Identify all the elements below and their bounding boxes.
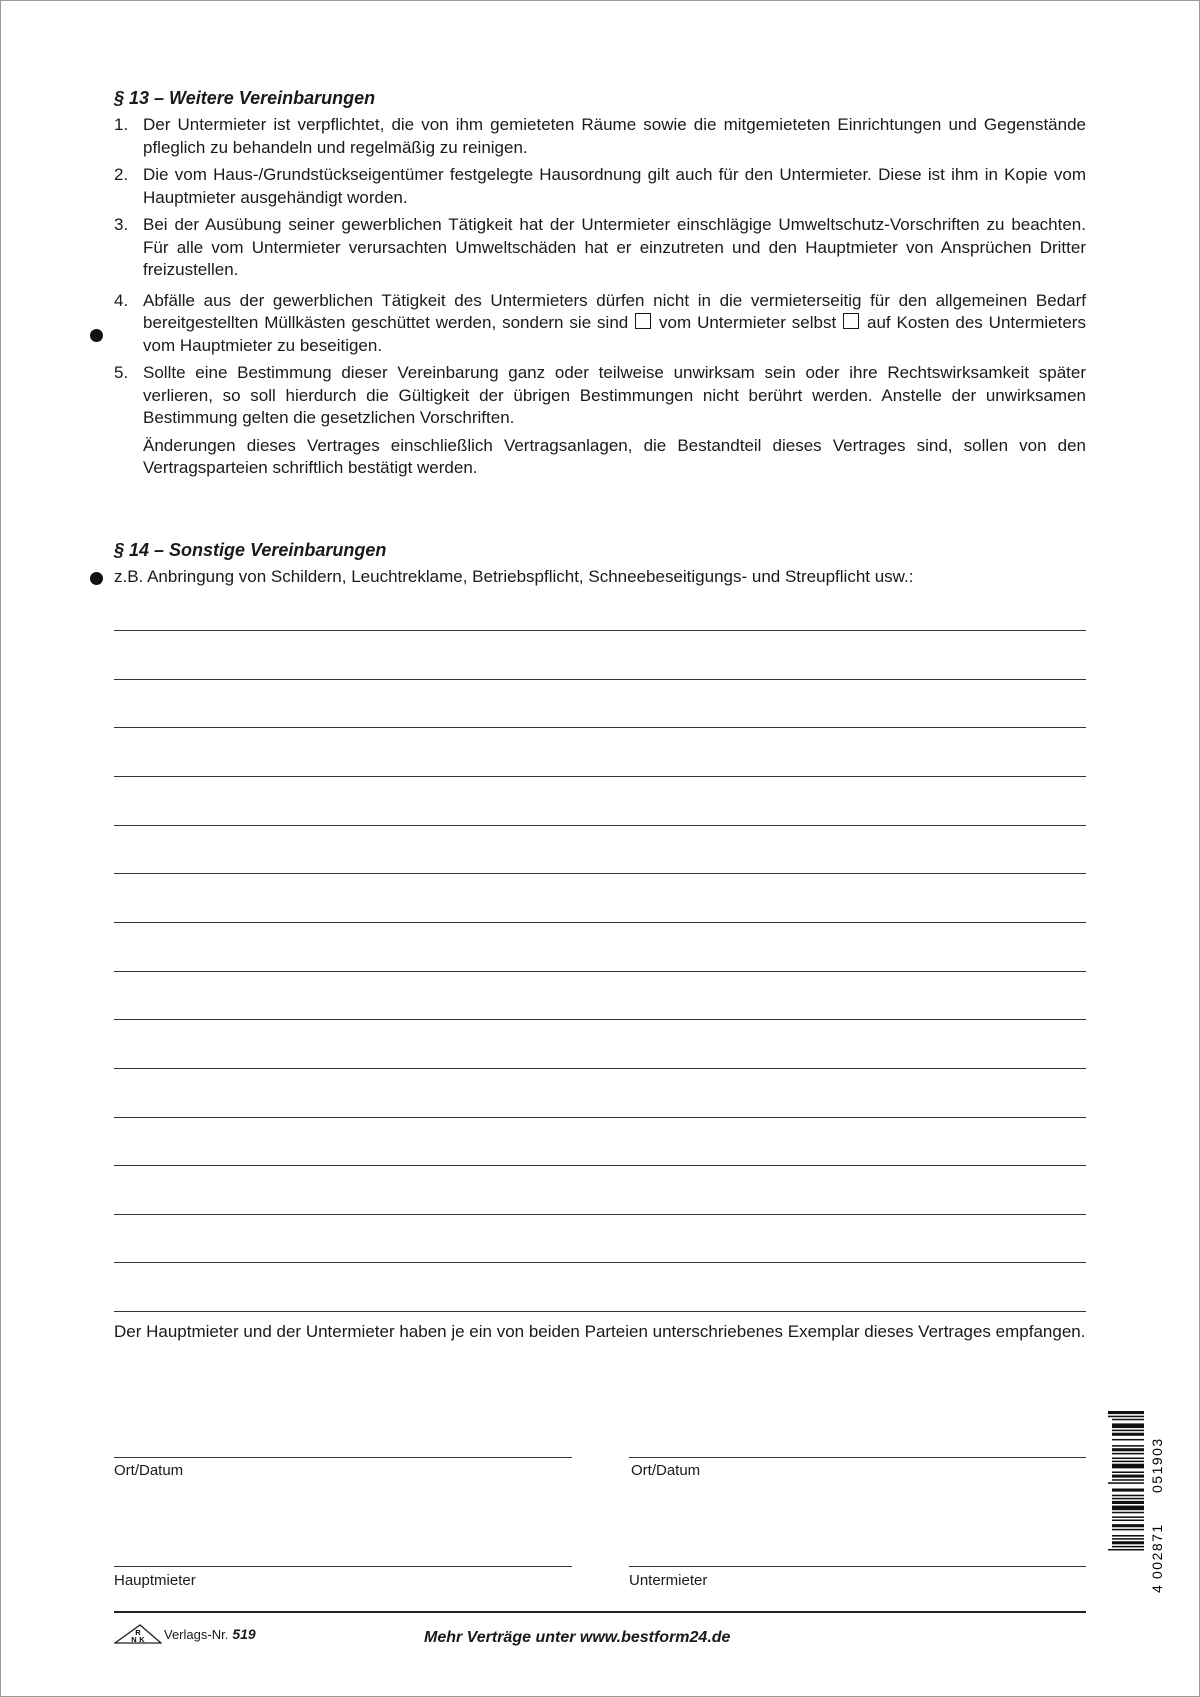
barcode-bar — [1108, 1549, 1144, 1551]
write-in-line[interactable] — [114, 825, 1086, 826]
place-date-label-left: Ort/Datum — [114, 1462, 184, 1479]
barcode-bar — [1112, 1506, 1144, 1511]
footer-rule — [114, 1611, 1086, 1613]
write-in-line[interactable] — [114, 776, 1086, 777]
barcode — [1108, 1409, 1166, 1594]
closing-statement: Der Hauptmieter und der Untermieter haben je ein von beiden Parteien unterschriebenes Exemplar dieses Vertrages empfangen. — [114, 1322, 1086, 1341]
barcode-bar — [1112, 1430, 1144, 1432]
clause-number: 3. — [114, 215, 129, 234]
main-tenant-label: Hauptmieter — [114, 1572, 196, 1589]
barcode-bar — [1112, 1419, 1144, 1421]
barcode-bar — [1112, 1458, 1144, 1460]
clause-1 — [114, 114, 1086, 159]
logo-letter: K — [139, 1635, 145, 1644]
barcode-bar — [1112, 1546, 1144, 1548]
clause-number: 5. — [114, 363, 129, 382]
barcode-digits-group-1: 002871 — [1149, 1523, 1165, 1579]
section-14-hint: z.B. Anbringung von Schildern, Leuchtreklame, Betriebspflicht, Schneebeseitigungs- und Streupflicht usw.: — [114, 567, 914, 586]
fill-in-marker-bullet — [90, 572, 103, 585]
barcode-bar — [1112, 1520, 1144, 1522]
clause-text: Der Untermieter ist verpflichtet, die von ihm gemieteten Räume sowie die mitgemieteten Einrichtungen und Gegenstände pfleglich zu behandeln und regelmäßig zu reinigen. — [143, 115, 1086, 157]
write-in-line[interactable] — [114, 1019, 1086, 1020]
clause-5 — [114, 362, 1086, 480]
write-in-line[interactable] — [114, 1117, 1086, 1118]
write-in-line[interactable] — [114, 679, 1086, 680]
self-disposal-checkbox[interactable] — [635, 313, 651, 329]
clause-text: Die vom Haus-/Grundstückseigentümer festgelegte Hausordnung gilt auch für den Untermieter. Diese ist ihm in Kopie vom Hauptmieter ausgehändigt worden. — [143, 165, 1086, 207]
tenant-disposal-checkbox[interactable] — [843, 313, 859, 329]
clause-text: Bei der Ausübung seiner gewerblichen Tätigkeit hat der Untermieter einschlägige Umweltschutz-Vorschriften zu beachten. Für alle vom Untermieter verursachten Umweltschäden hat er einzutreten und den Hauptmieter von Ansprüchen Dritter freizustellen. — [143, 215, 1086, 279]
barcode-bar — [1112, 1495, 1144, 1497]
barcode-bar — [1112, 1524, 1144, 1527]
clause-2 — [114, 164, 1086, 209]
barcode-bar — [1108, 1416, 1144, 1418]
write-in-line[interactable] — [114, 873, 1086, 874]
section-13 — [114, 86, 1086, 485]
clause-number: 2. — [114, 165, 129, 184]
place-date-line-right[interactable] — [629, 1457, 1086, 1458]
main-tenant-signature-line[interactable] — [114, 1566, 572, 1567]
place-date-label-right: Ort/Datum — [631, 1462, 701, 1479]
barcode-bar — [1112, 1445, 1144, 1447]
barcode-bar — [1112, 1529, 1144, 1531]
clause-text-a: Abfälle aus der gewerblichen Tätigkeit des Untermieters dürfen nicht in die vermieterseitig für den allgemeinen Bedarf bereitgestellten Müllkästen geschüttet werden, sondern sie sind — [143, 290, 1086, 332]
barcode-bar — [1112, 1479, 1144, 1481]
barcode-bar — [1112, 1541, 1144, 1544]
barcode-bar — [1112, 1453, 1144, 1455]
write-in-line[interactable] — [114, 1068, 1086, 1069]
publisher-logo-icon — [114, 1623, 162, 1645]
publisher-info — [114, 1624, 256, 1644]
clause-text: Sollte eine Bestimmung dieser Vereinbarung ganz oder teilweise unwirksam sein oder ihre Rechtswirksamkeit später verlieren, so soll hierdurch die Gültigkeit der übrigen Bestimmungen nicht berührt werden. Anstelle der unwirksamen Bestimmung gelten die gesetzlichen Vorschriften. — [143, 363, 1086, 427]
barcode-bar — [1112, 1448, 1144, 1451]
write-in-line[interactable] — [114, 1165, 1086, 1166]
write-in-line[interactable] — [114, 1262, 1086, 1263]
barcode-bar — [1108, 1411, 1144, 1414]
barcode-bar — [1112, 1464, 1144, 1469]
option-marker-bullet — [90, 329, 103, 342]
write-in-line[interactable] — [114, 1214, 1086, 1215]
logo-letter: R — [135, 1628, 141, 1637]
publisher-label: Verlags-Nr. — [164, 1626, 229, 1642]
clause-4 — [114, 290, 1086, 358]
barcode-bar — [1112, 1501, 1144, 1504]
write-in-line[interactable] — [114, 922, 1086, 923]
barcode-bar — [1112, 1475, 1144, 1478]
barcode-bar — [1112, 1516, 1144, 1518]
barcode-bar — [1112, 1461, 1144, 1463]
clause-number: 4. — [114, 290, 129, 310]
clause-3 — [114, 214, 1086, 282]
section-14 — [114, 538, 1086, 588]
write-in-line[interactable] — [114, 727, 1086, 728]
write-in-line[interactable] — [114, 630, 1086, 631]
write-in-line[interactable] — [114, 1311, 1086, 1312]
clause-5-extra: Änderungen dieses Vertrages einschließlich Vertragsanlagen, die Bestandteil dieses Vertrages sind, sollen von den Vertragsparteien schriftlich bestätigt werden. — [143, 435, 1086, 477]
subtenant-label: Untermieter — [629, 1572, 708, 1589]
place-date-line-left[interactable] — [114, 1457, 572, 1458]
barcode-bars — [1108, 1411, 1144, 1551]
footer-tagline: Mehr Verträge unter www.bestform24.de — [424, 1629, 731, 1646]
section-14-title: § 14 – Sonstige Vereinbarungen — [114, 540, 387, 560]
barcode-bar — [1112, 1498, 1144, 1500]
clause-text-b: vom Untermieter selbst — [659, 313, 837, 332]
barcode-bar — [1112, 1489, 1144, 1492]
logo-letter: N — [131, 1635, 137, 1644]
barcode-bar — [1112, 1512, 1144, 1514]
clause-text-c: auf Kosten des Untermieters vom Hauptmieter zu beseitigen. — [143, 313, 1086, 355]
barcode-bar — [1112, 1439, 1144, 1441]
barcode-bar — [1112, 1471, 1144, 1473]
write-in-line[interactable] — [114, 971, 1086, 972]
barcode-bar — [1112, 1538, 1144, 1540]
barcode-bar — [1112, 1535, 1144, 1537]
barcode-digits-group-2: 051903 — [1149, 1437, 1165, 1493]
clause-number: 1. — [114, 115, 129, 134]
publisher-number: 519 — [232, 1626, 256, 1642]
barcode-bar — [1112, 1423, 1144, 1428]
subtenant-signature-line[interactable] — [629, 1566, 1086, 1567]
barcode-bar — [1112, 1433, 1144, 1436]
section-13-title: § 13 – Weitere Vereinbarungen — [114, 88, 376, 108]
barcode-bar — [1108, 1482, 1144, 1484]
section-13-list — [114, 114, 1086, 480]
barcode-digit-first: 4 — [1149, 1585, 1165, 1593]
